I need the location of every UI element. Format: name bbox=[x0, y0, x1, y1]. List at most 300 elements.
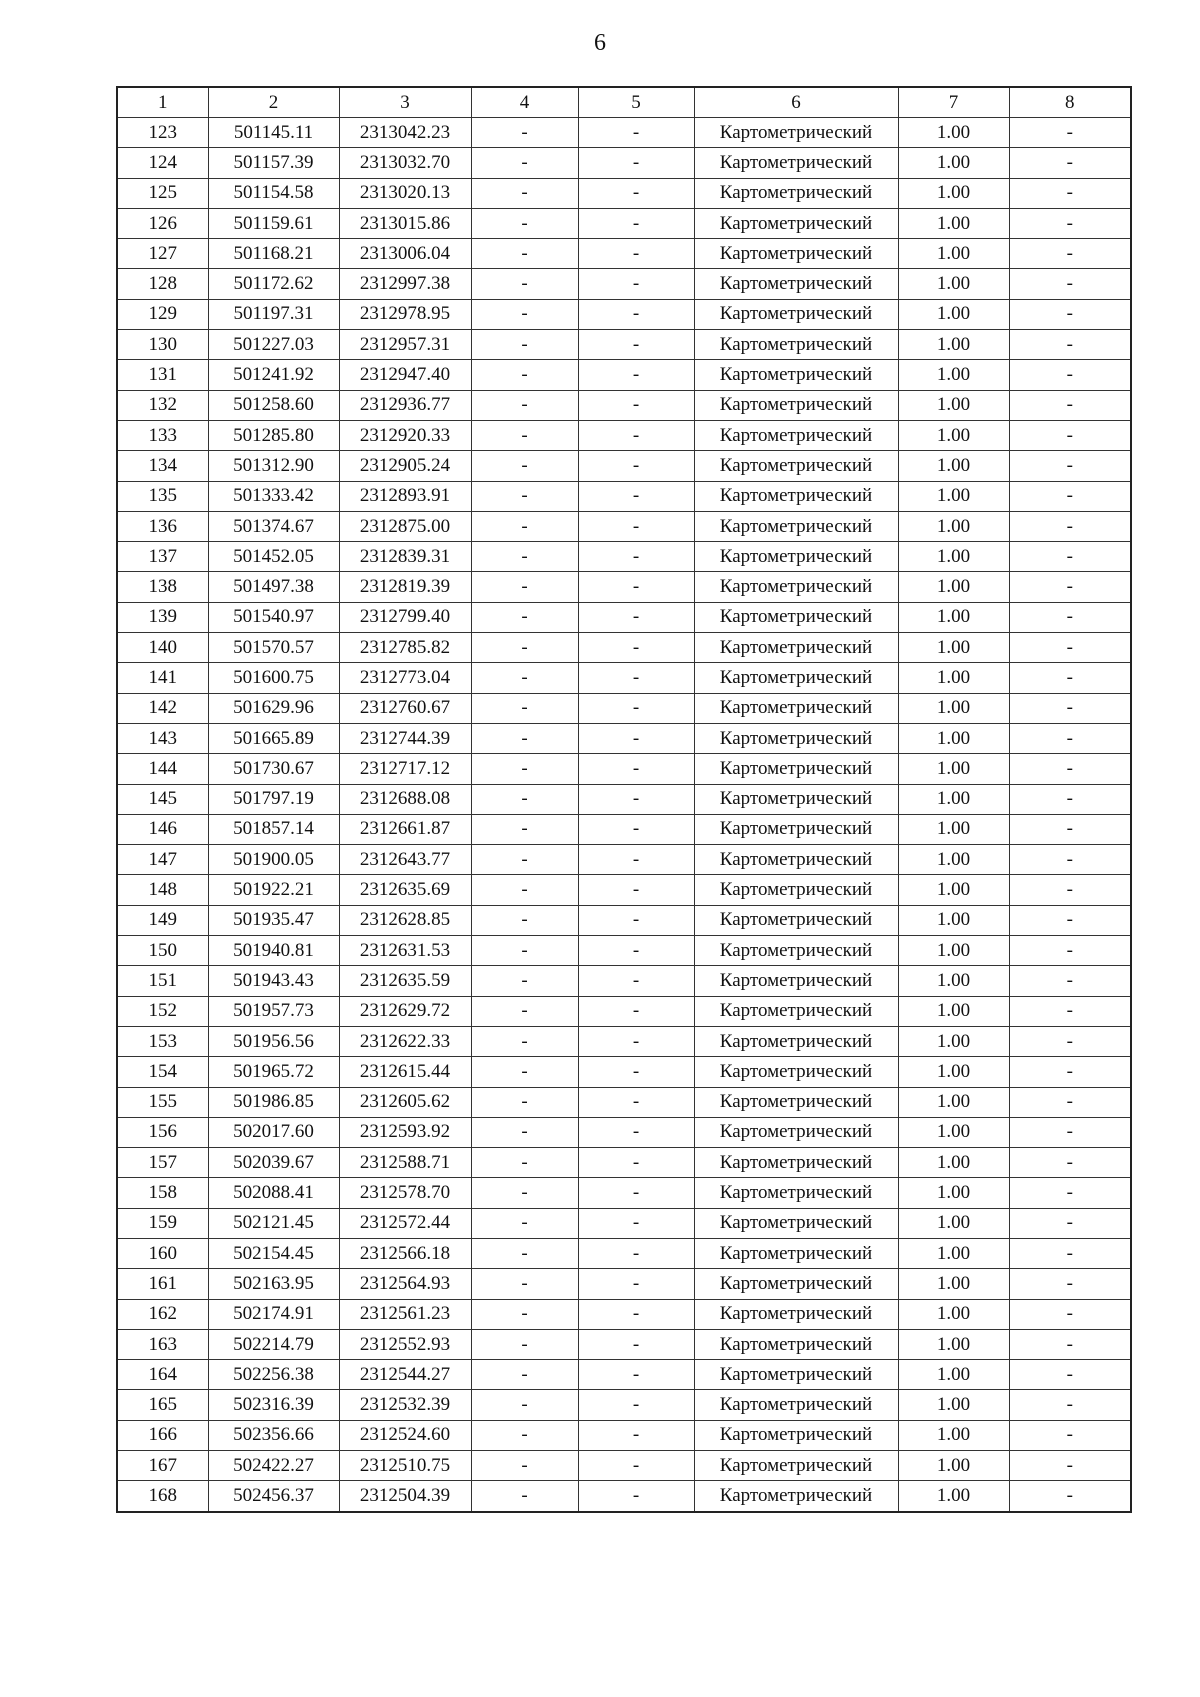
col-8-value-cell: - bbox=[1009, 1238, 1131, 1268]
col-5-value-cell: - bbox=[578, 451, 694, 481]
column-header-5: 5 bbox=[578, 87, 694, 118]
table-row bbox=[117, 754, 1131, 784]
accuracy-cell: 1.00 bbox=[898, 330, 1009, 360]
y-coordinate-cell: 2312947.40 bbox=[339, 360, 471, 390]
accuracy-cell: 1.00 bbox=[898, 1148, 1009, 1178]
x-coordinate-cell: 502256.38 bbox=[208, 1360, 339, 1390]
col-5-value-cell: - bbox=[578, 723, 694, 753]
method-cell: Картометрический bbox=[694, 1420, 898, 1450]
table-row bbox=[117, 420, 1131, 450]
col-4-value-cell: - bbox=[471, 178, 578, 208]
x-coordinate-cell: 501940.81 bbox=[208, 936, 339, 966]
y-coordinate-cell: 2312799.40 bbox=[339, 602, 471, 632]
method-cell: Картометрический bbox=[694, 1117, 898, 1147]
x-coordinate-cell: 501157.39 bbox=[208, 148, 339, 178]
table-row bbox=[117, 905, 1131, 935]
column-header-6: 6 bbox=[694, 87, 898, 118]
point-number-cell: 130 bbox=[117, 330, 208, 360]
method-cell: Картометрический bbox=[694, 390, 898, 420]
col-5-value-cell: - bbox=[578, 602, 694, 632]
x-coordinate-cell: 501540.97 bbox=[208, 602, 339, 632]
y-coordinate-cell: 2312631.53 bbox=[339, 936, 471, 966]
y-coordinate-cell: 2312628.85 bbox=[339, 905, 471, 935]
col-4-value-cell: - bbox=[471, 1329, 578, 1359]
col-5-value-cell: - bbox=[578, 1299, 694, 1329]
point-number-cell: 150 bbox=[117, 936, 208, 966]
y-coordinate-cell: 2312785.82 bbox=[339, 633, 471, 663]
col-5-value-cell: - bbox=[578, 299, 694, 329]
col-5-value-cell: - bbox=[578, 360, 694, 390]
x-coordinate-cell: 502174.91 bbox=[208, 1299, 339, 1329]
accuracy-cell: 1.00 bbox=[898, 1420, 1009, 1450]
table-row bbox=[117, 693, 1131, 723]
table-row bbox=[117, 269, 1131, 299]
accuracy-cell: 1.00 bbox=[898, 1481, 1009, 1512]
col-4-value-cell: - bbox=[471, 723, 578, 753]
col-4-value-cell: - bbox=[471, 1299, 578, 1329]
x-coordinate-cell: 501629.96 bbox=[208, 693, 339, 723]
x-coordinate-cell: 501285.80 bbox=[208, 420, 339, 450]
method-cell: Картометрический bbox=[694, 118, 898, 148]
col-8-value-cell: - bbox=[1009, 723, 1131, 753]
point-number-cell: 134 bbox=[117, 451, 208, 481]
col-5-value-cell: - bbox=[578, 148, 694, 178]
col-4-value-cell: - bbox=[471, 451, 578, 481]
y-coordinate-cell: 2312839.31 bbox=[339, 542, 471, 572]
point-number-cell: 161 bbox=[117, 1269, 208, 1299]
col-8-value-cell: - bbox=[1009, 299, 1131, 329]
col-4-value-cell: - bbox=[471, 1026, 578, 1056]
col-5-value-cell: - bbox=[578, 390, 694, 420]
x-coordinate-cell: 502039.67 bbox=[208, 1148, 339, 1178]
table-row bbox=[117, 148, 1131, 178]
accuracy-cell: 1.00 bbox=[898, 542, 1009, 572]
method-cell: Картометрический bbox=[694, 1329, 898, 1359]
point-number-cell: 147 bbox=[117, 845, 208, 875]
x-coordinate-cell: 501168.21 bbox=[208, 239, 339, 269]
method-cell: Картометрический bbox=[694, 784, 898, 814]
table-row bbox=[117, 1420, 1131, 1450]
x-coordinate-cell: 501600.75 bbox=[208, 663, 339, 693]
point-number-cell: 136 bbox=[117, 511, 208, 541]
method-cell: Картометрический bbox=[694, 1026, 898, 1056]
col-8-value-cell: - bbox=[1009, 390, 1131, 420]
x-coordinate-cell: 502316.39 bbox=[208, 1390, 339, 1420]
x-coordinate-cell: 501452.05 bbox=[208, 542, 339, 572]
col-8-value-cell: - bbox=[1009, 1360, 1131, 1390]
col-8-value-cell: - bbox=[1009, 784, 1131, 814]
accuracy-cell: 1.00 bbox=[898, 633, 1009, 663]
col-4-value-cell: - bbox=[471, 1178, 578, 1208]
method-cell: Картометрический bbox=[694, 1451, 898, 1481]
accuracy-cell: 1.00 bbox=[898, 360, 1009, 390]
x-coordinate-cell: 502214.79 bbox=[208, 1329, 339, 1359]
y-coordinate-cell: 2313042.23 bbox=[339, 118, 471, 148]
col-5-value-cell: - bbox=[578, 996, 694, 1026]
col-8-value-cell: - bbox=[1009, 330, 1131, 360]
accuracy-cell: 1.00 bbox=[898, 239, 1009, 269]
col-8-value-cell: - bbox=[1009, 239, 1131, 269]
accuracy-cell: 1.00 bbox=[898, 1208, 1009, 1238]
col-5-value-cell: - bbox=[578, 966, 694, 996]
col-5-value-cell: - bbox=[578, 1481, 694, 1512]
x-coordinate-cell: 501145.11 bbox=[208, 118, 339, 148]
x-coordinate-cell: 501241.92 bbox=[208, 360, 339, 390]
x-coordinate-cell: 501935.47 bbox=[208, 905, 339, 935]
col-4-value-cell: - bbox=[471, 1148, 578, 1178]
table-row bbox=[117, 1269, 1131, 1299]
col-4-value-cell: - bbox=[471, 1057, 578, 1087]
col-4-value-cell: - bbox=[471, 1087, 578, 1117]
y-coordinate-cell: 2312773.04 bbox=[339, 663, 471, 693]
col-8-value-cell: - bbox=[1009, 360, 1131, 390]
col-8-value-cell: - bbox=[1009, 814, 1131, 844]
x-coordinate-cell: 501730.67 bbox=[208, 754, 339, 784]
x-coordinate-cell: 502121.45 bbox=[208, 1208, 339, 1238]
col-4-value-cell: - bbox=[471, 148, 578, 178]
accuracy-cell: 1.00 bbox=[898, 148, 1009, 178]
col-8-value-cell: - bbox=[1009, 845, 1131, 875]
col-4-value-cell: - bbox=[471, 420, 578, 450]
table-row bbox=[117, 996, 1131, 1026]
accuracy-cell: 1.00 bbox=[898, 208, 1009, 238]
y-coordinate-cell: 2312643.77 bbox=[339, 845, 471, 875]
table-row bbox=[117, 1299, 1131, 1329]
col-4-value-cell: - bbox=[471, 1451, 578, 1481]
col-8-value-cell: - bbox=[1009, 1390, 1131, 1420]
col-4-value-cell: - bbox=[471, 360, 578, 390]
col-8-value-cell: - bbox=[1009, 936, 1131, 966]
col-4-value-cell: - bbox=[471, 299, 578, 329]
method-cell: Картометрический bbox=[694, 905, 898, 935]
x-coordinate-cell: 501943.43 bbox=[208, 966, 339, 996]
point-number-cell: 149 bbox=[117, 905, 208, 935]
table-row bbox=[117, 814, 1131, 844]
y-coordinate-cell: 2312532.39 bbox=[339, 1390, 471, 1420]
col-8-value-cell: - bbox=[1009, 1481, 1131, 1512]
col-4-value-cell: - bbox=[471, 1117, 578, 1147]
col-5-value-cell: - bbox=[578, 1420, 694, 1450]
accuracy-cell: 1.00 bbox=[898, 1329, 1009, 1359]
col-4-value-cell: - bbox=[471, 875, 578, 905]
table-row bbox=[117, 1481, 1131, 1512]
col-5-value-cell: - bbox=[578, 208, 694, 238]
point-number-cell: 146 bbox=[117, 814, 208, 844]
accuracy-cell: 1.00 bbox=[898, 1269, 1009, 1299]
y-coordinate-cell: 2313020.13 bbox=[339, 178, 471, 208]
col-5-value-cell: - bbox=[578, 118, 694, 148]
y-coordinate-cell: 2313015.86 bbox=[339, 208, 471, 238]
point-number-cell: 151 bbox=[117, 966, 208, 996]
point-number-cell: 142 bbox=[117, 693, 208, 723]
method-cell: Картометрический bbox=[694, 1178, 898, 1208]
accuracy-cell: 1.00 bbox=[898, 390, 1009, 420]
col-8-value-cell: - bbox=[1009, 1057, 1131, 1087]
accuracy-cell: 1.00 bbox=[898, 1299, 1009, 1329]
col-4-value-cell: - bbox=[471, 1360, 578, 1390]
col-8-value-cell: - bbox=[1009, 1451, 1131, 1481]
col-8-value-cell: - bbox=[1009, 269, 1131, 299]
col-5-value-cell: - bbox=[578, 1087, 694, 1117]
point-number-cell: 165 bbox=[117, 1390, 208, 1420]
table-row bbox=[117, 178, 1131, 208]
col-4-value-cell: - bbox=[471, 633, 578, 663]
point-number-cell: 168 bbox=[117, 1481, 208, 1512]
col-4-value-cell: - bbox=[471, 481, 578, 511]
col-5-value-cell: - bbox=[578, 1117, 694, 1147]
col-5-value-cell: - bbox=[578, 1360, 694, 1390]
y-coordinate-cell: 2312905.24 bbox=[339, 451, 471, 481]
method-cell: Картометрический bbox=[694, 208, 898, 238]
method-cell: Картометрический bbox=[694, 1269, 898, 1299]
col-5-value-cell: - bbox=[578, 481, 694, 511]
point-number-cell: 167 bbox=[117, 1451, 208, 1481]
x-coordinate-cell: 501333.42 bbox=[208, 481, 339, 511]
table-row bbox=[117, 663, 1131, 693]
x-coordinate-cell: 501986.85 bbox=[208, 1087, 339, 1117]
accuracy-cell: 1.00 bbox=[898, 299, 1009, 329]
col-4-value-cell: - bbox=[471, 936, 578, 966]
col-4-value-cell: - bbox=[471, 118, 578, 148]
y-coordinate-cell: 2312510.75 bbox=[339, 1451, 471, 1481]
col-4-value-cell: - bbox=[471, 239, 578, 269]
method-cell: Картометрический bbox=[694, 542, 898, 572]
col-5-value-cell: - bbox=[578, 511, 694, 541]
col-8-value-cell: - bbox=[1009, 572, 1131, 602]
point-number-cell: 141 bbox=[117, 663, 208, 693]
method-cell: Картометрический bbox=[694, 936, 898, 966]
x-coordinate-cell: 501159.61 bbox=[208, 208, 339, 238]
col-4-value-cell: - bbox=[471, 814, 578, 844]
y-coordinate-cell: 2312957.31 bbox=[339, 330, 471, 360]
col-5-value-cell: - bbox=[578, 1269, 694, 1299]
column-header-3: 3 bbox=[339, 87, 471, 118]
x-coordinate-cell: 501956.56 bbox=[208, 1026, 339, 1056]
accuracy-cell: 1.00 bbox=[898, 481, 1009, 511]
col-4-value-cell: - bbox=[471, 784, 578, 814]
col-5-value-cell: - bbox=[578, 1026, 694, 1056]
col-4-value-cell: - bbox=[471, 511, 578, 541]
table-row bbox=[117, 1057, 1131, 1087]
col-4-value-cell: - bbox=[471, 542, 578, 572]
accuracy-cell: 1.00 bbox=[898, 1360, 1009, 1390]
x-coordinate-cell: 501154.58 bbox=[208, 178, 339, 208]
col-5-value-cell: - bbox=[578, 269, 694, 299]
point-number-cell: 135 bbox=[117, 481, 208, 511]
method-cell: Картометрический bbox=[694, 420, 898, 450]
x-coordinate-cell: 501797.19 bbox=[208, 784, 339, 814]
y-coordinate-cell: 2312819.39 bbox=[339, 572, 471, 602]
col-4-value-cell: - bbox=[471, 693, 578, 723]
col-5-value-cell: - bbox=[578, 420, 694, 450]
col-8-value-cell: - bbox=[1009, 451, 1131, 481]
x-coordinate-cell: 501965.72 bbox=[208, 1057, 339, 1087]
x-coordinate-cell: 501497.38 bbox=[208, 572, 339, 602]
x-coordinate-cell: 501957.73 bbox=[208, 996, 339, 1026]
point-number-cell: 160 bbox=[117, 1238, 208, 1268]
x-coordinate-cell: 501900.05 bbox=[208, 845, 339, 875]
method-cell: Картометрический bbox=[694, 1148, 898, 1178]
accuracy-cell: 1.00 bbox=[898, 966, 1009, 996]
y-coordinate-cell: 2312605.62 bbox=[339, 1087, 471, 1117]
col-4-value-cell: - bbox=[471, 905, 578, 935]
x-coordinate-cell: 501665.89 bbox=[208, 723, 339, 753]
col-4-value-cell: - bbox=[471, 602, 578, 632]
col-4-value-cell: - bbox=[471, 390, 578, 420]
col-5-value-cell: - bbox=[578, 330, 694, 360]
method-cell: Картометрический bbox=[694, 360, 898, 390]
col-4-value-cell: - bbox=[471, 208, 578, 238]
x-coordinate-cell: 501922.21 bbox=[208, 875, 339, 905]
method-cell: Картометрический bbox=[694, 330, 898, 360]
table-row bbox=[117, 723, 1131, 753]
col-4-value-cell: - bbox=[471, 1269, 578, 1299]
col-8-value-cell: - bbox=[1009, 754, 1131, 784]
col-4-value-cell: - bbox=[471, 1208, 578, 1238]
col-5-value-cell: - bbox=[578, 875, 694, 905]
method-cell: Картометрический bbox=[694, 1390, 898, 1420]
point-number-cell: 125 bbox=[117, 178, 208, 208]
col-5-value-cell: - bbox=[578, 1057, 694, 1087]
x-coordinate-cell: 501312.90 bbox=[208, 451, 339, 481]
col-8-value-cell: - bbox=[1009, 875, 1131, 905]
col-8-value-cell: - bbox=[1009, 118, 1131, 148]
point-number-cell: 159 bbox=[117, 1208, 208, 1238]
point-number-cell: 132 bbox=[117, 390, 208, 420]
point-number-cell: 127 bbox=[117, 239, 208, 269]
y-coordinate-cell: 2312893.91 bbox=[339, 481, 471, 511]
col-5-value-cell: - bbox=[578, 1238, 694, 1268]
y-coordinate-cell: 2312635.69 bbox=[339, 875, 471, 905]
col-8-value-cell: - bbox=[1009, 633, 1131, 663]
accuracy-cell: 1.00 bbox=[898, 784, 1009, 814]
col-8-value-cell: - bbox=[1009, 208, 1131, 238]
table-row bbox=[117, 390, 1131, 420]
col-8-value-cell: - bbox=[1009, 1148, 1131, 1178]
accuracy-cell: 1.00 bbox=[898, 572, 1009, 602]
col-8-value-cell: - bbox=[1009, 148, 1131, 178]
x-coordinate-cell: 501227.03 bbox=[208, 330, 339, 360]
y-coordinate-cell: 2312978.95 bbox=[339, 299, 471, 329]
col-4-value-cell: - bbox=[471, 330, 578, 360]
x-coordinate-cell: 502088.41 bbox=[208, 1178, 339, 1208]
point-number-cell: 128 bbox=[117, 269, 208, 299]
method-cell: Картометрический bbox=[694, 572, 898, 602]
point-number-cell: 153 bbox=[117, 1026, 208, 1056]
table-row bbox=[117, 451, 1131, 481]
accuracy-cell: 1.00 bbox=[898, 420, 1009, 450]
col-8-value-cell: - bbox=[1009, 1178, 1131, 1208]
y-coordinate-cell: 2312875.00 bbox=[339, 511, 471, 541]
y-coordinate-cell: 2312717.12 bbox=[339, 754, 471, 784]
table-row bbox=[117, 360, 1131, 390]
y-coordinate-cell: 2312615.44 bbox=[339, 1057, 471, 1087]
accuracy-cell: 1.00 bbox=[898, 118, 1009, 148]
y-coordinate-cell: 2312661.87 bbox=[339, 814, 471, 844]
col-4-value-cell: - bbox=[471, 663, 578, 693]
y-coordinate-cell: 2312629.72 bbox=[339, 996, 471, 1026]
method-cell: Картометрический bbox=[694, 451, 898, 481]
col-5-value-cell: - bbox=[578, 633, 694, 663]
col-8-value-cell: - bbox=[1009, 602, 1131, 632]
point-number-cell: 124 bbox=[117, 148, 208, 178]
col-5-value-cell: - bbox=[578, 693, 694, 723]
col-8-value-cell: - bbox=[1009, 481, 1131, 511]
table-row bbox=[117, 330, 1131, 360]
point-number-cell: 157 bbox=[117, 1148, 208, 1178]
col-5-value-cell: - bbox=[578, 814, 694, 844]
method-cell: Картометрический bbox=[694, 269, 898, 299]
method-cell: Картометрический bbox=[694, 481, 898, 511]
accuracy-cell: 1.00 bbox=[898, 845, 1009, 875]
x-coordinate-cell: 501857.14 bbox=[208, 814, 339, 844]
table-row bbox=[117, 784, 1131, 814]
point-number-cell: 126 bbox=[117, 208, 208, 238]
y-coordinate-cell: 2312997.38 bbox=[339, 269, 471, 299]
col-5-value-cell: - bbox=[578, 1148, 694, 1178]
table-row bbox=[117, 1178, 1131, 1208]
y-coordinate-cell: 2312504.39 bbox=[339, 1481, 471, 1512]
table-row bbox=[117, 1329, 1131, 1359]
table-row bbox=[117, 875, 1131, 905]
point-number-cell: 148 bbox=[117, 875, 208, 905]
method-cell: Картометрический bbox=[694, 148, 898, 178]
x-coordinate-cell: 502017.60 bbox=[208, 1117, 339, 1147]
accuracy-cell: 1.00 bbox=[898, 1026, 1009, 1056]
col-5-value-cell: - bbox=[578, 1208, 694, 1238]
table-row bbox=[117, 481, 1131, 511]
col-8-value-cell: - bbox=[1009, 1329, 1131, 1359]
x-coordinate-cell: 501197.31 bbox=[208, 299, 339, 329]
table-header bbox=[117, 87, 1131, 118]
y-coordinate-cell: 2312688.08 bbox=[339, 784, 471, 814]
table-row bbox=[117, 542, 1131, 572]
y-coordinate-cell: 2312593.92 bbox=[339, 1117, 471, 1147]
column-header-2: 2 bbox=[208, 87, 339, 118]
y-coordinate-cell: 2313032.70 bbox=[339, 148, 471, 178]
accuracy-cell: 1.00 bbox=[898, 693, 1009, 723]
col-8-value-cell: - bbox=[1009, 996, 1131, 1026]
col-4-value-cell: - bbox=[471, 1420, 578, 1450]
method-cell: Картометрический bbox=[694, 1299, 898, 1329]
col-4-value-cell: - bbox=[471, 845, 578, 875]
y-coordinate-cell: 2312936.77 bbox=[339, 390, 471, 420]
col-8-value-cell: - bbox=[1009, 1117, 1131, 1147]
col-8-value-cell: - bbox=[1009, 178, 1131, 208]
col-8-value-cell: - bbox=[1009, 1087, 1131, 1117]
table-row bbox=[117, 966, 1131, 996]
col-8-value-cell: - bbox=[1009, 511, 1131, 541]
method-cell: Картометрический bbox=[694, 633, 898, 663]
col-5-value-cell: - bbox=[578, 845, 694, 875]
y-coordinate-cell: 2312622.33 bbox=[339, 1026, 471, 1056]
table-row bbox=[117, 299, 1131, 329]
accuracy-cell: 1.00 bbox=[898, 1057, 1009, 1087]
col-5-value-cell: - bbox=[578, 663, 694, 693]
x-coordinate-cell: 502163.95 bbox=[208, 1269, 339, 1299]
method-cell: Картометрический bbox=[694, 814, 898, 844]
accuracy-cell: 1.00 bbox=[898, 511, 1009, 541]
col-8-value-cell: - bbox=[1009, 420, 1131, 450]
method-cell: Картометрический bbox=[694, 239, 898, 269]
table-row bbox=[117, 1026, 1131, 1056]
point-number-cell: 129 bbox=[117, 299, 208, 329]
col-8-value-cell: - bbox=[1009, 1208, 1131, 1238]
y-coordinate-cell: 2312760.67 bbox=[339, 693, 471, 723]
method-cell: Картометрический bbox=[694, 1087, 898, 1117]
table-row bbox=[117, 511, 1131, 541]
method-cell: Картометрический bbox=[694, 1238, 898, 1268]
